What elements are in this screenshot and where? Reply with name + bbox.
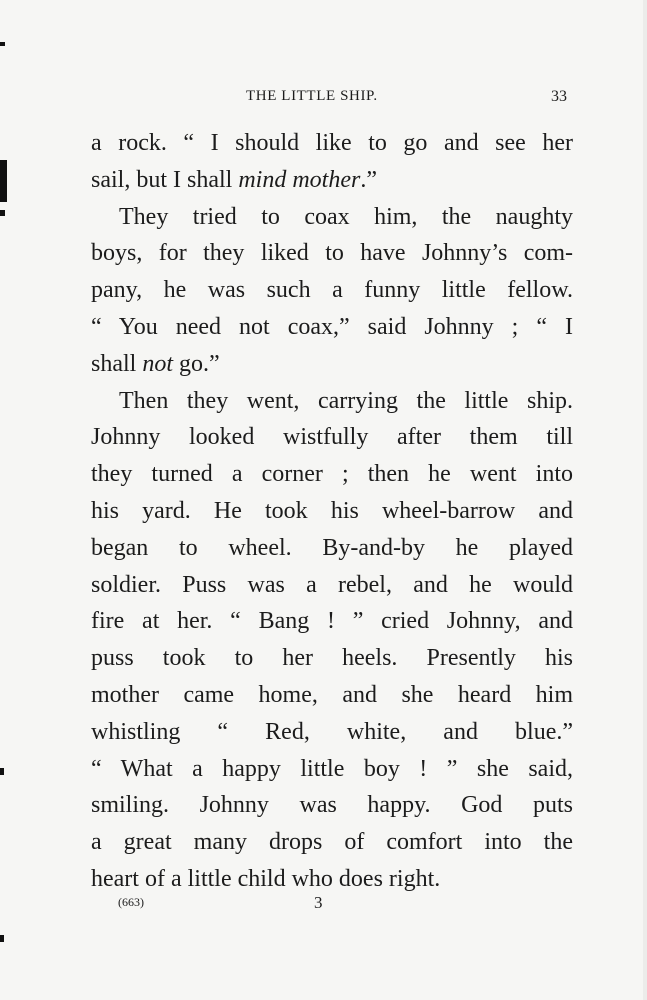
text-span: puss took to her heels. Presently his xyxy=(91,645,573,672)
binding-mark xyxy=(0,210,5,216)
text-span: soldier. Puss was a rebel, and he would xyxy=(91,571,573,598)
text-span: They tried to coax him, the naughty xyxy=(119,203,573,230)
signature-number: 3 xyxy=(314,893,323,912)
text-span: Then they went, carrying the little ship. xyxy=(119,387,573,414)
text-line xyxy=(91,714,573,751)
text-line xyxy=(91,787,573,824)
text-line xyxy=(91,272,573,309)
text-line xyxy=(91,456,573,493)
text-span: go.” xyxy=(173,350,220,377)
text-span: a great many drops of comfort into the xyxy=(91,829,573,856)
text-span: Johnny looked wistfully after them till xyxy=(91,424,573,451)
text-line xyxy=(91,235,573,272)
text-span: heart of a little child who does right. xyxy=(91,865,441,892)
text-line xyxy=(91,861,573,898)
text-span: mother came home, and she heard him xyxy=(91,681,573,708)
text-line xyxy=(91,603,573,640)
text-span: began to wheel. By-and-by he played xyxy=(91,534,573,561)
text-line xyxy=(91,383,573,420)
text-line xyxy=(91,824,573,861)
text-line xyxy=(91,530,573,567)
text-span: fire at her. “ Bang ! ” cried Johnny, and xyxy=(91,608,573,635)
text-line xyxy=(91,640,573,677)
text-span: boys, for they liked to have Johnny’s com- xyxy=(91,240,573,267)
text-line xyxy=(91,677,573,714)
text-line xyxy=(91,199,573,236)
binding-mark xyxy=(0,768,4,775)
text-line xyxy=(91,309,573,346)
signature-code: (663) xyxy=(118,895,144,909)
text-span: “ You need not coax,” said Johnny ; “ I xyxy=(91,313,573,340)
text-line xyxy=(91,162,573,199)
italic-text: mind mother xyxy=(238,166,361,193)
page-number: 33 xyxy=(551,88,567,105)
text-span: his yard. He took his wheel-barrow and xyxy=(91,497,573,524)
text-span: .” xyxy=(360,166,377,193)
text-line xyxy=(91,125,573,162)
text-span: they turned a corner ; then he went into xyxy=(91,461,573,488)
text-span: whistling “ Red, white, and blue.” xyxy=(91,718,573,745)
text-span: “ What a happy little boy ! ” she said, xyxy=(91,755,573,782)
text-line xyxy=(91,751,573,788)
body-text xyxy=(91,125,573,898)
text-span: a rock. “ I should like to go and see her xyxy=(91,130,573,156)
text-span: smiling. Johnny was happy. God puts xyxy=(91,792,573,819)
text-line xyxy=(91,419,573,456)
text-span: shall xyxy=(91,350,143,377)
binding-mark xyxy=(0,935,4,942)
text-span: sail, but I shall xyxy=(91,166,239,193)
running-head: THE LITTLE SHIP. xyxy=(246,88,378,104)
text-line xyxy=(91,567,573,604)
text-line xyxy=(91,346,573,383)
text-line xyxy=(91,493,573,530)
binding-mark xyxy=(0,160,7,202)
text-span: pany, he was such a funny little fellow. xyxy=(91,277,573,304)
page-edge xyxy=(643,0,647,1000)
binding-mark xyxy=(0,42,5,46)
italic-text: not xyxy=(142,350,173,377)
